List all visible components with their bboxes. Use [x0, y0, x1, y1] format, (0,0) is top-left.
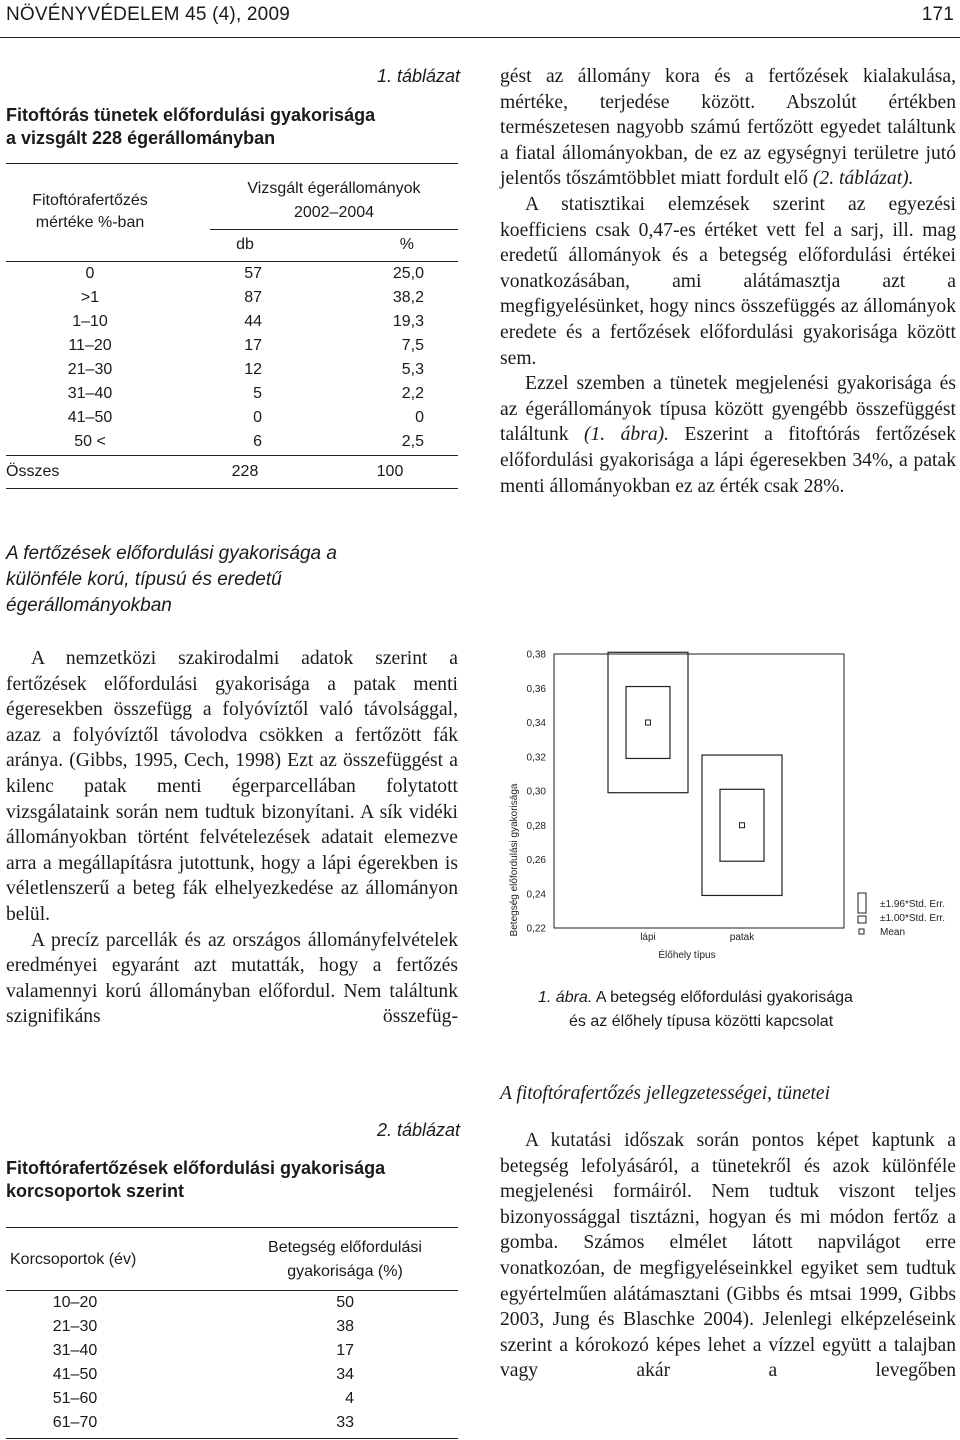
figure1-caption-line1: [538, 986, 938, 1010]
figure1-reference: (1. ábra).: [583, 424, 670, 446]
table1-label: 1. táblázat: [376, 66, 460, 86]
table1-cell-range: >1: [80, 289, 100, 306]
table2-title: [6, 1157, 385, 1203]
table1-total-pct: 100: [376, 463, 404, 480]
right-paragraph-3-text-b: Eszerint a fitoftórás fertőzések előfordulási gyakorisága a lápi égeresekben 34%, a patak menti állományokban ez az érték csak 28%.: [500, 424, 956, 497]
table1-group-rule: [210, 229, 458, 230]
table1-cell-range: 21–30: [67, 361, 113, 378]
x-axis-label: Élőhely típus: [658, 950, 716, 961]
table2-cell-pct: 4: [345, 1390, 354, 1407]
table1-cell-db: 5: [253, 385, 262, 402]
y-tick-label: 0,34: [526, 718, 546, 729]
right-paragraph-1-text: gést az állomány kora és a fertőzések kialakulása, mértéke, terjedése között. Abszolút értékben természetesen nagyobb számú fertőzött egyedet találtunk a fiatal állományokban, de ez az egységnyi területre jutó jelentős tőszámtöbblet miatt fordult elő: [500, 66, 956, 190]
table1-col1-header-line1: Fitoftórafertőzés: [32, 192, 148, 209]
y-tick-label: 0,32: [526, 752, 546, 764]
table2-title-line2: korcsoportok szerint: [6, 1181, 185, 1201]
table1-cell-range: 1–10: [72, 313, 108, 330]
table1-cell-range: 11–20: [68, 337, 112, 354]
section-heading-frequency: A fertőzések előfordulási gyakorisága a különféle korú, típusú és eredetű égerállományokban: [6, 543, 337, 616]
table1-top-rule: [6, 163, 458, 164]
left-paragraph-1: A nemzetközi szakirodalmi adatok szerint a fertőzések előfordulási gyakorisága a patak menti égeresekben összefügg a folyóvíztől való távolsággal, azaz a folyóvíztől távolodva csökken a fertőzött fák aránya. (Gibbs, 1995, Cech, 1998) Ezt az összefüggést a kilenc patak menti égerparcellában folytatott vizsgálataink során nem tudtuk bizonyítani. A sík vidéki állományokban történt felvételezések adatait elemezve arra a megállapításra jutottunk, hogy a lápi égerekben is véletlenszerű a beteg fák elhelyezkedése az állományon belül.: [6, 648, 458, 925]
table1-cell-db: 57: [244, 265, 262, 282]
right-paragraph-4: A kutatási időszak során pontos képet kaptunk a betegség lefolyásáról, a tünetekről és azok különféle megjelenési formáiról. Nem tudtuk viszont teljes bizonyossággal tisztázni, hogyan és mi módon fertőz a gomba. Számos elmélet látott napvilágot erre vonatkozóan, de megfigyeléseinkkel egyiket sem tudtuk egyértelműen alátámasztani (Gibbs és mtsai 1999, Gibbs 2003, Jung és Blaschke 2004). Jelenlegi elképzeléseink szerint a kórokozó képes lehet a vízzel együtt a talajban vagy akár a levegőben: [500, 1130, 956, 1382]
right-paragraph-1: [500, 64, 956, 192]
legend-ci-label: ±1.96*Std. Err.: [880, 899, 945, 910]
table1-cell-range: 0: [85, 265, 95, 282]
table2-col2-header-line1: Betegség előfordulási: [268, 1239, 422, 1256]
figure1-caption: [538, 986, 938, 1034]
table1-group-header: [210, 177, 458, 225]
table2-col2-header: [230, 1236, 460, 1284]
table1-cell-pct: 2,2: [401, 385, 424, 402]
table1-group-header-line1: Vizsgált égerállományok: [247, 180, 421, 197]
y-tick-label: 0,26: [526, 855, 546, 866]
table2-top-rule: [6, 1227, 458, 1228]
figure1-caption-line2: és az élőhely típusa közötti kapcsolat: [569, 1013, 834, 1030]
table2-cell-age: 61–70: [52, 1414, 98, 1431]
table2-cell-age: 31–40: [52, 1342, 98, 1359]
table1-title-line1: Fitoftórás tünetek előfordulási gyakorisága: [6, 105, 376, 125]
table1-col1-header: [6, 190, 174, 234]
table2-cell-age: 51–60: [52, 1390, 98, 1407]
table1-cell-db: 12: [244, 361, 262, 378]
header-rule: [0, 37, 960, 38]
journal-header: NÖVÉNYVÉDELEM 45 (4), 2009: [6, 4, 290, 25]
right-paragraph-3-text-a: Ezzel szemben a tünetek megjelenési gyakorisága és az égerállományok típusa között gyengébb összefüggést találtunk: [500, 373, 956, 446]
table1-cell-pct: 25,0: [392, 265, 424, 282]
table1-total-db: 228: [231, 463, 259, 480]
table1-col1-header-line2: mértéke %-ban: [35, 214, 145, 231]
table2-cell-age: 10–20: [52, 1294, 98, 1311]
x-tick-label: patak: [729, 932, 755, 943]
table1-group-header-line2: 2002–2004: [293, 204, 375, 221]
table1-bottom-rule: [6, 488, 458, 489]
legend-mean-label: Mean: [880, 927, 906, 938]
legend-se-swatch: [858, 916, 866, 923]
y-tick-label: 0,24: [526, 889, 546, 901]
right-paragraph-2: A statisztikai elemzések szerint az egyezési koefficiens csak 0,47-es értéket vett fel a sarj, ill. mag eredetű állományok és a betegség előfordulási értékei vonatkozásában, ami alátámasztja azt a megfigyelésünket, hogy nincs összefüggés az állományok eredete és a fertőzések előfordulási gyakorisága között sem.: [500, 193, 956, 369]
table1-title: [6, 104, 375, 150]
mean-marker-patak: [740, 823, 745, 828]
box-plot-chart: [500, 640, 960, 970]
table1-cell-db: 44: [244, 313, 262, 330]
x-tick-label: lápi: [640, 932, 656, 943]
table2-col2-header-line2: gyakorisága (%): [287, 1263, 403, 1280]
table1-cell-db: 0: [253, 409, 262, 426]
table1-sub-db: db: [236, 236, 254, 253]
page-number: 171: [921, 4, 954, 25]
y-axis-ticks: [527, 650, 547, 935]
table1-cell-pct: 2,5: [401, 433, 424, 450]
legend-ci-swatch: [858, 893, 866, 913]
box-series: [608, 652, 782, 943]
table2-cell-pct: 33: [336, 1414, 354, 1431]
table2-cell-pct: 34: [336, 1366, 354, 1383]
figure1-label: 1. ábra.: [538, 989, 593, 1006]
table1-cell-pct: 38,2: [392, 289, 424, 306]
table1-cell-db: 17: [244, 337, 262, 354]
mean-marker-lápi: [646, 720, 651, 725]
table2-bottom-rule: [6, 1438, 458, 1439]
figure1-caption-text1: A betegség előfordulási gyakorisága: [595, 989, 853, 1006]
table1-cell-pct: 7,5: [401, 337, 424, 354]
legend-mean-swatch: [859, 929, 864, 934]
table1-title-line2: a vizsgált 228 égerállományban: [6, 128, 276, 148]
table2-cell-age: 41–50: [52, 1366, 98, 1383]
table2-cell-pct: 38: [336, 1318, 354, 1335]
table1-total-rule: [6, 455, 458, 456]
y-tick-label: 0,38: [526, 649, 546, 661]
left-column-body: [6, 646, 458, 1030]
table1-cell-pct: 5,3: [401, 361, 424, 378]
y-tick-label: 0,28: [526, 820, 546, 832]
chart-legend: [858, 893, 945, 938]
right-column-bottom-body: [500, 1128, 956, 1384]
table1-cell-range: 50 <: [74, 433, 106, 450]
table1-cell-range: 31–40: [67, 385, 113, 402]
right-column-top-body: [500, 64, 956, 499]
table2-reference: (2. táblázat).: [812, 168, 914, 190]
table2-cell-age: 21–30: [52, 1318, 98, 1335]
right-paragraph-3: [500, 371, 956, 499]
table2-title-line1: Fitoftórafertőzések előfordulási gyakorisága: [6, 1158, 386, 1178]
table1-cell-range: 41–50: [67, 409, 113, 426]
y-tick-label: 0,30: [526, 786, 546, 798]
table1-sub-pct: %: [399, 236, 414, 253]
table2-cell-pct: 50: [336, 1294, 354, 1311]
plot-area-frame: [554, 654, 844, 928]
table2-col1-header: Korcsoportok (év): [10, 1251, 137, 1268]
table1-cell-db: 6: [253, 433, 262, 450]
table1-total-label: Összes: [6, 463, 60, 480]
table2-cell-pct: 17: [336, 1342, 354, 1359]
y-axis-label: Betegség előfordulási gyakorisága: [509, 783, 520, 937]
y-tick-label: 0,36: [526, 683, 546, 695]
left-paragraph-2: A precíz parcellák és az országos állományfelvételek eredményei egyaránt azt mutatták, hogy a fertőzés valamennyi korú állományban előfordul. Nem találtunk szignifikáns összefüg-: [6, 929, 458, 1028]
y-tick-label: 0,22: [526, 923, 546, 935]
table1-cell-pct: 0: [415, 409, 424, 426]
table1-cell-pct: 19,3: [392, 313, 424, 330]
section-heading-symptoms: A fitoftórafertőzés jellegzetességei, tünetei: [500, 1083, 830, 1104]
table2-label: 2. táblázat: [376, 1120, 460, 1140]
table1-cell-db: 87: [244, 289, 262, 306]
legend-se-label: ±1.00*Std. Err.: [880, 913, 945, 924]
